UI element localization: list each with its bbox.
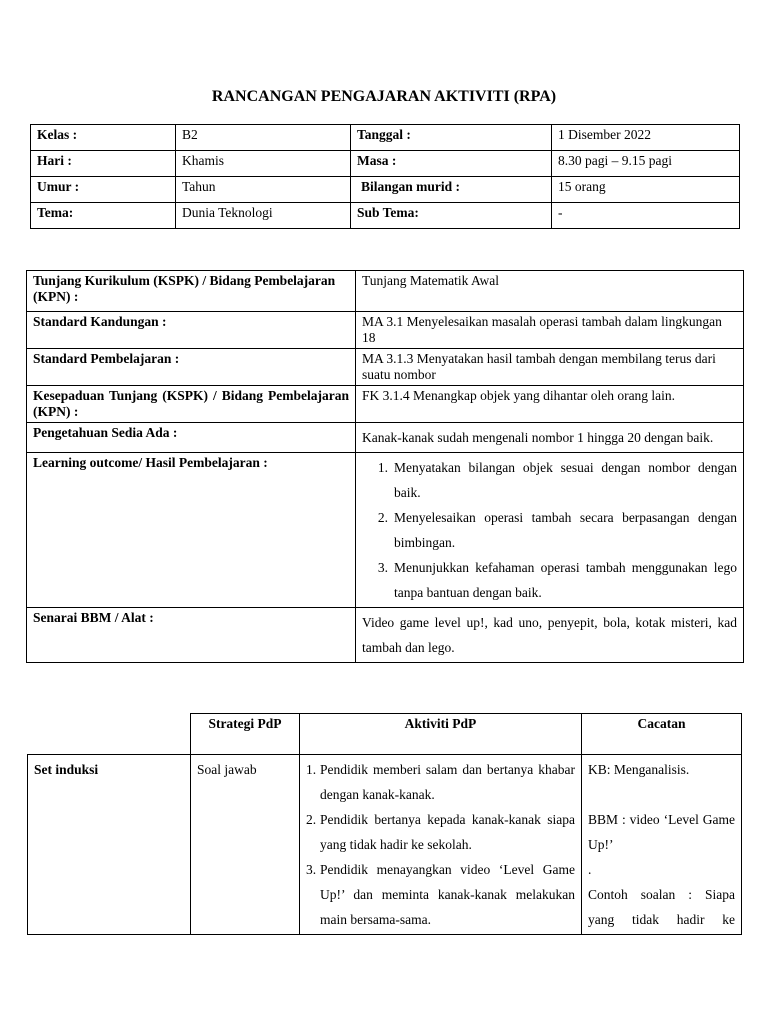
page-title: RANCANGAN PENGAJARAN AKTIVITI (RPA) xyxy=(211,88,557,105)
list-number: 2. xyxy=(306,812,317,827)
list-text: Pendidik menayangkan video ‘Level Game Up!’ dan meminta kanak-kanak melakukan main bersama-sama. xyxy=(320,862,575,927)
hari-label: Hari : xyxy=(31,151,176,177)
bbm-value: Video game level up!, kad uno, penyepit, bola, kotak misteri, kad tambah dan lego. xyxy=(356,608,744,663)
umur-value: Tahun xyxy=(176,177,351,203)
note-bbm: BBM : video ‘Level Game Up!’ xyxy=(588,812,735,852)
list-text: Menyatakan bilangan objek sesuai dengan nombor dengan baik. xyxy=(394,460,737,500)
note-dot: . xyxy=(588,862,592,877)
list-item xyxy=(368,505,737,555)
tunjang-value: Tunjang Matematik Awal xyxy=(356,271,744,312)
lo-label: Learning outcome/ Hasil Pembelajaran : xyxy=(27,453,356,608)
table-row xyxy=(31,151,740,177)
list-number: 2. xyxy=(377,510,388,525)
list-text: Pendidik bertanya kepada kanak-kanak siapa yang tidak hadir ke sekolah. xyxy=(320,812,575,852)
list-item xyxy=(306,807,575,857)
list-number: 1. xyxy=(306,762,317,777)
tema-value: Dunia Teknologi xyxy=(176,203,351,229)
sk-value: MA 3.1 Menyelesaikan masalah operasi tambah dalam lingkungan 18 xyxy=(356,312,744,349)
kesepaduan-label: Kesepaduan Tunjang (KSPK) / Bidang Pembelajaran (KPN) : xyxy=(27,386,356,423)
table-row xyxy=(31,125,740,151)
kesepaduan-value: FK 3.1.4 Menangkap objek yang dihantar oleh orang lain. xyxy=(356,386,744,423)
header-cacatan: Cacatan xyxy=(582,714,742,755)
lo-list-cell xyxy=(356,453,744,608)
kelas-label: Kelas : xyxy=(31,125,176,151)
table-row xyxy=(27,423,744,453)
tanggal-value: 1 Disember 2022 xyxy=(552,125,740,151)
subtema-label: Sub Tema: xyxy=(351,203,552,229)
tunjang-label: Tunjang Kurikulum (KSPK) / Bidang Pembelajaran (KPN) : xyxy=(27,271,356,312)
note-spacer xyxy=(588,782,735,807)
list-item xyxy=(306,857,575,932)
notes-cell xyxy=(582,755,742,935)
masa-label: Masa : xyxy=(351,151,552,177)
note-contoh: Contoh soalan : Siapa yang tidak hadir ke xyxy=(588,887,735,927)
sk-label: Standard Kandungan : xyxy=(27,312,356,349)
list-number: 3. xyxy=(377,560,388,575)
curriculum-table xyxy=(26,270,744,663)
table-row xyxy=(27,386,744,423)
sp-label: Standard Pembelajaran : xyxy=(27,349,356,386)
table-row xyxy=(31,177,740,203)
table-row xyxy=(27,349,744,386)
table-row xyxy=(28,755,742,935)
list-text: Menunjukkan kefahaman operasi tambah menggunakan lego tanpa bantuan dengan baik. xyxy=(394,560,737,600)
bilangan-value: 15 orang xyxy=(552,177,740,203)
empty-header-cell xyxy=(28,714,191,755)
table-row xyxy=(31,203,740,229)
list-item xyxy=(368,555,737,605)
sp-value: MA 3.1.3 Menyatakan hasil tambah dengan membilang terus dari suatu nombor xyxy=(356,349,744,386)
hari-value: Khamis xyxy=(176,151,351,177)
tanggal-label: Tanggal : xyxy=(351,125,552,151)
header-aktiviti: Aktiviti PdP xyxy=(300,714,582,755)
note-kb: KB: Menganalisis. xyxy=(588,762,690,777)
activity-list-cell xyxy=(300,755,582,935)
header-strategi: Strategi PdP xyxy=(191,714,300,755)
activity-table xyxy=(27,713,742,935)
umur-label: Umur : xyxy=(31,177,176,203)
masa-value: 8.30 pagi – 9.15 pagi xyxy=(552,151,740,177)
tema-label: Tema: xyxy=(31,203,176,229)
list-item xyxy=(368,455,737,505)
list-number: 1. xyxy=(377,460,388,475)
list-number: 3. xyxy=(306,862,317,877)
table-row xyxy=(28,714,742,755)
table-row xyxy=(27,312,744,349)
learning-outcome-list xyxy=(368,455,737,605)
list-text: Pendidik memberi salam dan bertanya khabar dengan kanak-kanak. xyxy=(320,762,575,802)
table-row xyxy=(27,608,744,663)
row-label: Set induksi xyxy=(28,755,191,935)
bbm-label: Senarai BBM / Alat : xyxy=(27,608,356,663)
bilangan-label: Bilangan murid : xyxy=(351,177,552,203)
table-row xyxy=(27,453,744,608)
strategi-cell: Soal jawab xyxy=(191,755,300,935)
kelas-value: B2 xyxy=(176,125,351,151)
list-item xyxy=(306,757,575,807)
list-text: Menyelesaikan operasi tambah secara berpasangan dengan bimbingan. xyxy=(394,510,737,550)
psa-value: Kanak-kanak sudah mengenali nombor 1 hingga 20 dengan baik. xyxy=(356,423,744,453)
info-table xyxy=(30,124,740,229)
table-row xyxy=(27,271,744,312)
subtema-value: - xyxy=(552,203,740,229)
psa-label: Pengetahuan Sedia Ada : xyxy=(27,423,356,453)
